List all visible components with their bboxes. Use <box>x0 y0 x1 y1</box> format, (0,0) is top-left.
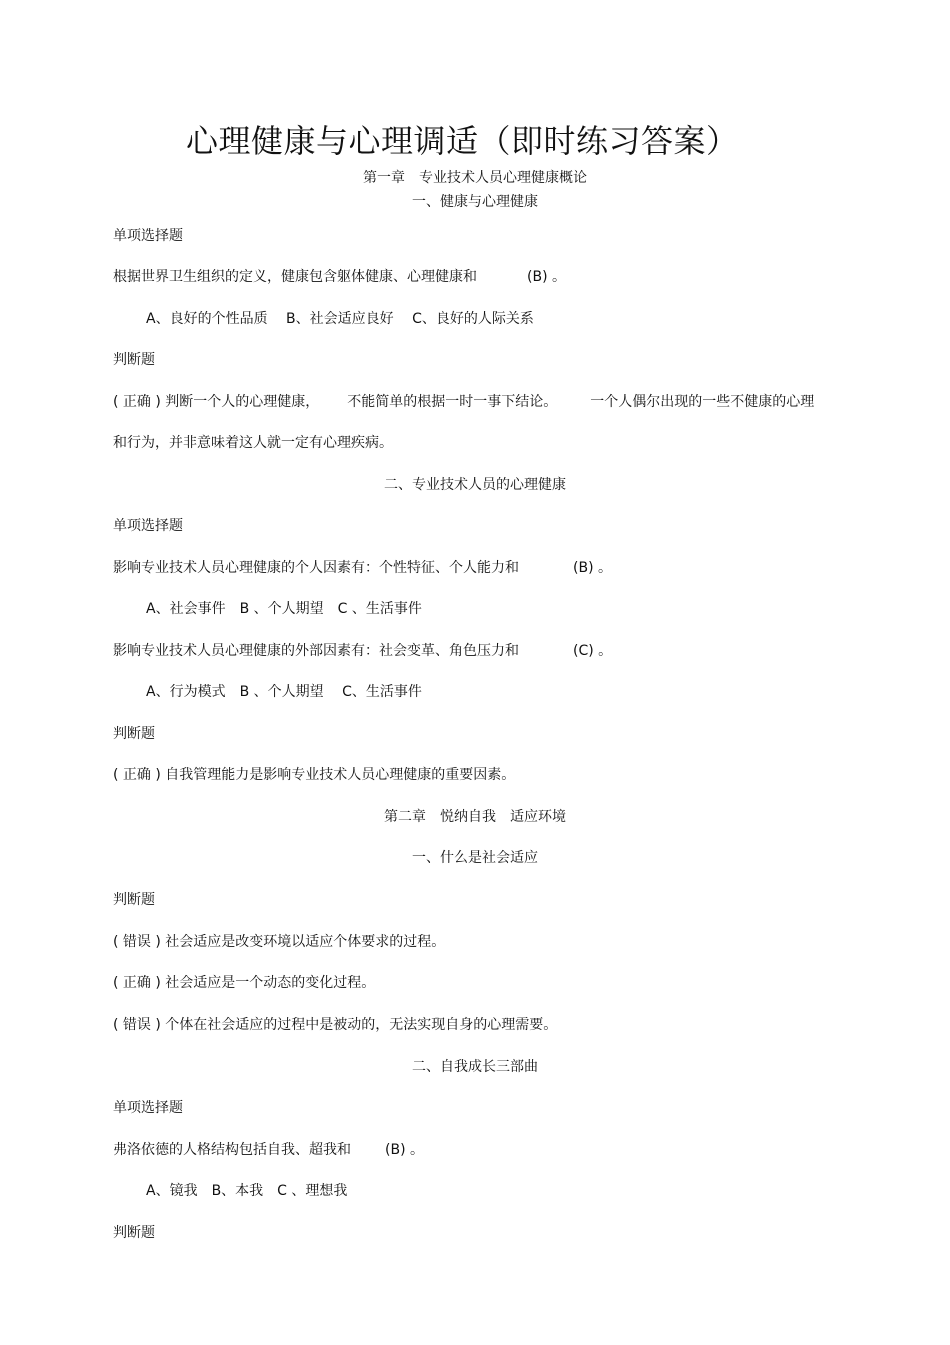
question-stem: 弗洛依德的人格结构包括自我、超我和 <box>113 1142 351 1158</box>
chapter-1-heading: 第一章 专业技术人员心理健康概论 <box>363 170 587 186</box>
judgement-item: ( 错误 ) 个体在社会适应的过程中是被动的，无法实现自身的心理需要。 <box>113 1017 558 1033</box>
single-choice-label: 单项选择题 <box>113 518 183 534</box>
judgement-part-1: ( 正确 ) 判断一个人的心理健康， <box>113 394 320 410</box>
judgement-item: ( 错误 ) 社会适应是改变环境以适应个体要求的过程。 <box>113 934 446 950</box>
question-options: A、良好的个性品质 B、社会适应良好 C、良好的人际关系 <box>146 311 534 327</box>
single-choice-label: 单项选择题 <box>113 228 183 244</box>
judge-label: 判断题 <box>113 1225 155 1241</box>
chapter-2-heading: 第二章 悦纳自我 适应环境 <box>384 809 566 825</box>
section-2-1-heading: 一、什么是社会适应 <box>412 850 538 866</box>
judgement-item <box>113 392 814 412</box>
judge-label: 判断题 <box>113 726 155 742</box>
question-answer: (B) 。 <box>573 560 612 576</box>
judgement-part-2: 不能简单的根据一时一事下结论。 <box>347 394 558 410</box>
question-text <box>113 267 566 287</box>
question-stem: 影响专业技术人员心理健康的个人因素有：个性特征、个人能力和 <box>113 560 519 576</box>
judgement-part-3: 一个人偶尔出现的一些不健康的心理 <box>590 394 815 410</box>
section-2-2-heading: 二、自我成长三部曲 <box>412 1059 538 1075</box>
single-choice-label: 单项选择题 <box>113 1100 183 1116</box>
question-answer: (C) 。 <box>573 643 613 659</box>
question-text <box>113 1140 424 1160</box>
judge-label: 判断题 <box>113 352 155 368</box>
section-1-2-heading: 二、专业技术人员的心理健康 <box>384 477 566 493</box>
question-text <box>113 641 612 661</box>
question-options: A、行为模式 B 、个人期望 C、生活事件 <box>146 684 422 700</box>
question-answer: (B) 。 <box>385 1142 424 1158</box>
judgement-item: ( 正确 ) 社会适应是一个动态的变化过程。 <box>113 975 376 991</box>
question-options: A、镜我 B、本我 C 、理想我 <box>146 1183 348 1199</box>
judgement-continuation: 和行为，并非意味着这人就一定有心理疾病。 <box>113 435 393 451</box>
section-1-1-heading: 一、健康与心理健康 <box>412 194 538 210</box>
question-options: A、社会事件 B 、个人期望 C 、生活事件 <box>146 601 422 617</box>
judgement-item: ( 正确 ) 自我管理能力是影响专业技术人员心理健康的重要因素。 <box>113 767 516 783</box>
judge-label: 判断题 <box>113 892 155 908</box>
document-title: 心理健康与心理调适（即时练习答案） <box>186 122 739 160</box>
question-stem: 影响专业技术人员心理健康的外部因素有：社会变革、角色压力和 <box>113 643 519 659</box>
question-answer: (B) 。 <box>527 269 566 285</box>
question-stem: 根据世界卫生组织的定义，健康包含躯体健康、心理健康和 <box>113 269 477 285</box>
question-text <box>113 558 612 578</box>
